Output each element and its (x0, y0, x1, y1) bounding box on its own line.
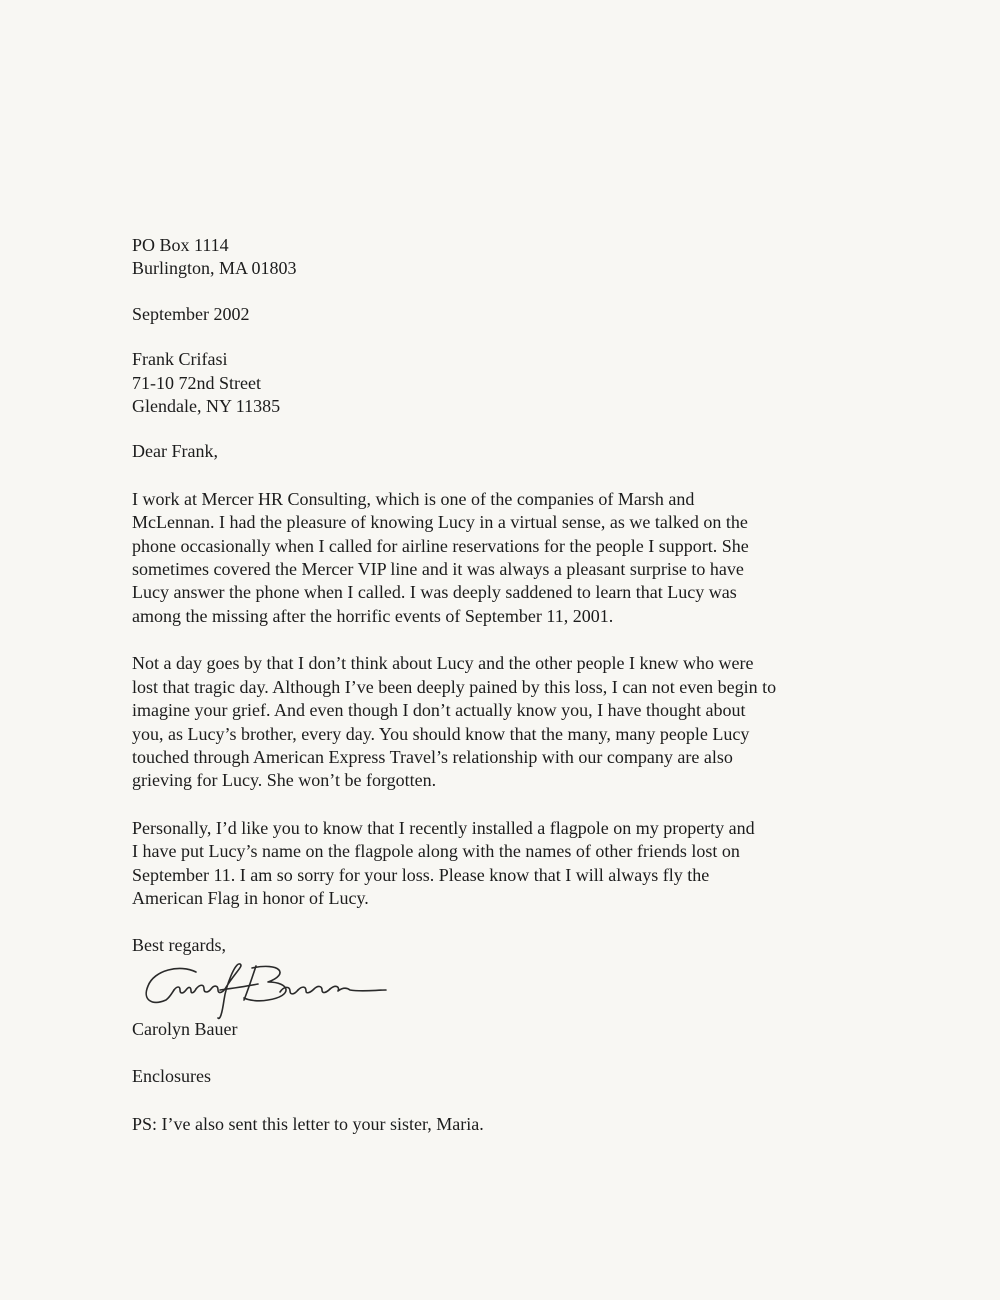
closing-text: Best regards, (132, 935, 226, 956)
paragraph-line: sometimes covered the Mercer VIP line and it was always a pleasant surprise to have (132, 559, 744, 580)
paragraph-line: among the missing after the horrific events of September 11, 2001. (132, 605, 614, 626)
recipient-line: 71-10 72nd Street (132, 372, 261, 393)
enclosures-note (132, 1065, 872, 1088)
signature-stroke (244, 966, 256, 1000)
signature-stroke (298, 986, 330, 992)
signature-stroke (280, 987, 298, 994)
signer-name: Carolyn Bauer (132, 1018, 238, 1039)
paragraph-line: you, as Lucy’s brother, every day. You should know that the many, many people Lucy (132, 723, 750, 744)
sender-address-line: PO Box 1114 (132, 235, 229, 255)
handwritten-signature (140, 960, 390, 1022)
recipient-line: Frank Crifasi (132, 349, 228, 370)
recipient-line: Glendale, NY 11385 (132, 396, 281, 417)
signature-stroke (218, 964, 241, 1018)
postscript-text: PS: I’ve also sent this letter to your sister, Maria. (132, 1113, 484, 1134)
signer-block (132, 1018, 872, 1041)
paragraph-1 (132, 488, 872, 628)
enclosures-text: Enclosures (132, 1066, 211, 1087)
paragraph-line: McLennan. I had the pleasure of knowing Lucy in a virtual sense, as we talked on the (132, 512, 748, 533)
postscript (132, 1113, 872, 1136)
signature-stroke (146, 968, 196, 1002)
date-text: September 2002 (132, 303, 250, 324)
paragraph-line: lost that tragic day. Although I’ve been deeply pained by this loss, I can not even begin to (132, 676, 777, 697)
recipient-address (132, 348, 872, 418)
paragraph-3 (132, 817, 872, 911)
paragraph-line: Lucy answer the phone when I called. I was deeply saddened to learn that Lucy was (132, 582, 737, 603)
signature-stroke (196, 985, 225, 992)
paragraph-2 (132, 652, 872, 792)
paragraph-line: American Flag in honor of Lucy. (132, 887, 369, 908)
paragraph-line: Not a day goes by that I don’t think about Lucy and the other people I knew who were (132, 653, 754, 674)
sender-address (132, 234, 872, 281)
paragraph-line: Personally, I’d like you to know that I recently installed a flagpole on my property and (132, 817, 755, 838)
salutation-text: Dear Frank, (132, 441, 218, 462)
salutation (132, 440, 872, 463)
paragraph-line: I have put Lucy’s name on the flagpole along with the names of other friends lost on (132, 841, 740, 862)
paragraph-line: September 11. I am so sorry for your loss. Please know that I will always fly the (132, 864, 710, 885)
paragraph-line: phone occasionally when I called for airline reservations for the people I support. She (132, 535, 749, 556)
paragraph-line: touched through American Express Travel’s relationship with our company are also (132, 746, 733, 767)
closing (132, 934, 872, 957)
letter-date (132, 303, 872, 326)
paragraph-line: imagine your grief. And even though I don’t actually know you, I have thought about (132, 700, 746, 721)
paragraph-line: grieving for Lucy. She won’t be forgotten. (132, 770, 437, 791)
sender-address-line: Burlington, MA 01803 (132, 258, 297, 279)
signature-stroke (174, 987, 196, 993)
paragraph-line: I work at Mercer HR Consulting, which is one of the companies of Marsh and (132, 488, 695, 509)
letter-body (132, 234, 872, 1136)
signature-stroke (330, 986, 386, 991)
